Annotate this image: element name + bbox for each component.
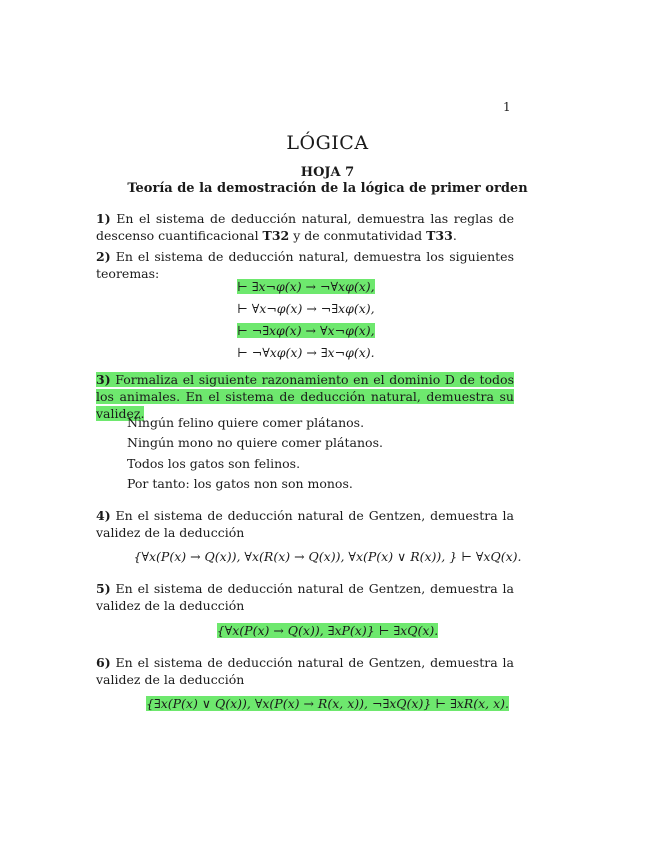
problem-5 <box>96 580 514 614</box>
problem-number: 1) <box>96 211 111 226</box>
problem-text: Formaliza el siguiente razonamiento en el dominio D de todos los animales. En el sistema de deducción natural, demuestra su validez. <box>96 372 514 421</box>
argument-line-2: Ningún mono no quiere comer plátanos. <box>127 435 383 450</box>
problem-2 <box>96 248 514 282</box>
deduction-4: {∀x(P(x) → Q(x)), ∀x(R(x) → Q(x)), ∀x(P(x) ∨ R(x)), } ⊢ ∀xQ(x). <box>133 549 522 564</box>
problem-number: 5) <box>96 581 111 596</box>
problem-number: 2) <box>96 249 111 264</box>
theorem-4: ⊢ ¬∀xφ(x) → ∃x¬φ(x). <box>237 345 375 360</box>
problem-text: . <box>452 228 457 243</box>
sheet-label: HOJA 7 <box>300 165 355 180</box>
argument-line-1: Ningún felino quiere comer plátanos. <box>127 415 365 430</box>
problem-text: En el sistema de deducción natural de Gentzen, demuestra la validez de la deducción <box>96 655 514 687</box>
problem-text: y de conmutatividad <box>289 228 427 243</box>
page-subtitle: Teoría de la demostración de la lógica de primer orden <box>127 181 528 196</box>
theorem-2: ⊢ ∀x¬φ(x) → ¬∃xφ(x), <box>237 301 375 316</box>
argument-conclusion: Por tanto: los gatos non son monos. <box>127 476 353 491</box>
theorem-1: ⊢ ∃x¬φ(x) → ¬∀xφ(x), <box>237 279 375 294</box>
problem-text: En el sistema de deducción natural de Gentzen, demuestra la validez de la deducción <box>96 508 514 540</box>
rule-t33: T33 <box>426 228 453 243</box>
deduction-5: {∀x(P(x) → Q(x)), ∃xP(x)} ⊢ ∃xQ(x). <box>216 623 439 638</box>
theorem-3: ⊢ ¬∃xφ(x) → ∀x¬φ(x), <box>237 323 375 338</box>
problem-text: En el sistema de deducción natural, demuestra las reglas de descenso cuantificacional <box>96 211 514 243</box>
deduction-6: {∃x(P(x) ∨ Q(x)), ∀x(P(x) → R(x, x)), ¬∃xQ(x)} ⊢ ∃xR(x, x). <box>145 696 509 711</box>
problem-6 <box>96 654 514 688</box>
problem-text: En el sistema de deducción natural de Gentzen, demuestra la validez de la deducción <box>96 581 514 613</box>
problem-text: En el sistema de deducción natural, demuestra los siguientes teoremas: <box>96 249 514 281</box>
argument-line-3: Todos los gatos son felinos. <box>127 456 301 471</box>
problem-4 <box>96 507 514 541</box>
problem-number: 3) <box>96 372 111 387</box>
page-number: 1 <box>503 100 511 114</box>
problem-number: 4) <box>96 508 111 523</box>
problem-number: 6) <box>96 655 111 670</box>
page-title: LÓGICA <box>286 132 369 154</box>
problem-1 <box>96 210 514 244</box>
rule-t32: T32 <box>262 228 290 243</box>
highlight <box>96 372 514 421</box>
